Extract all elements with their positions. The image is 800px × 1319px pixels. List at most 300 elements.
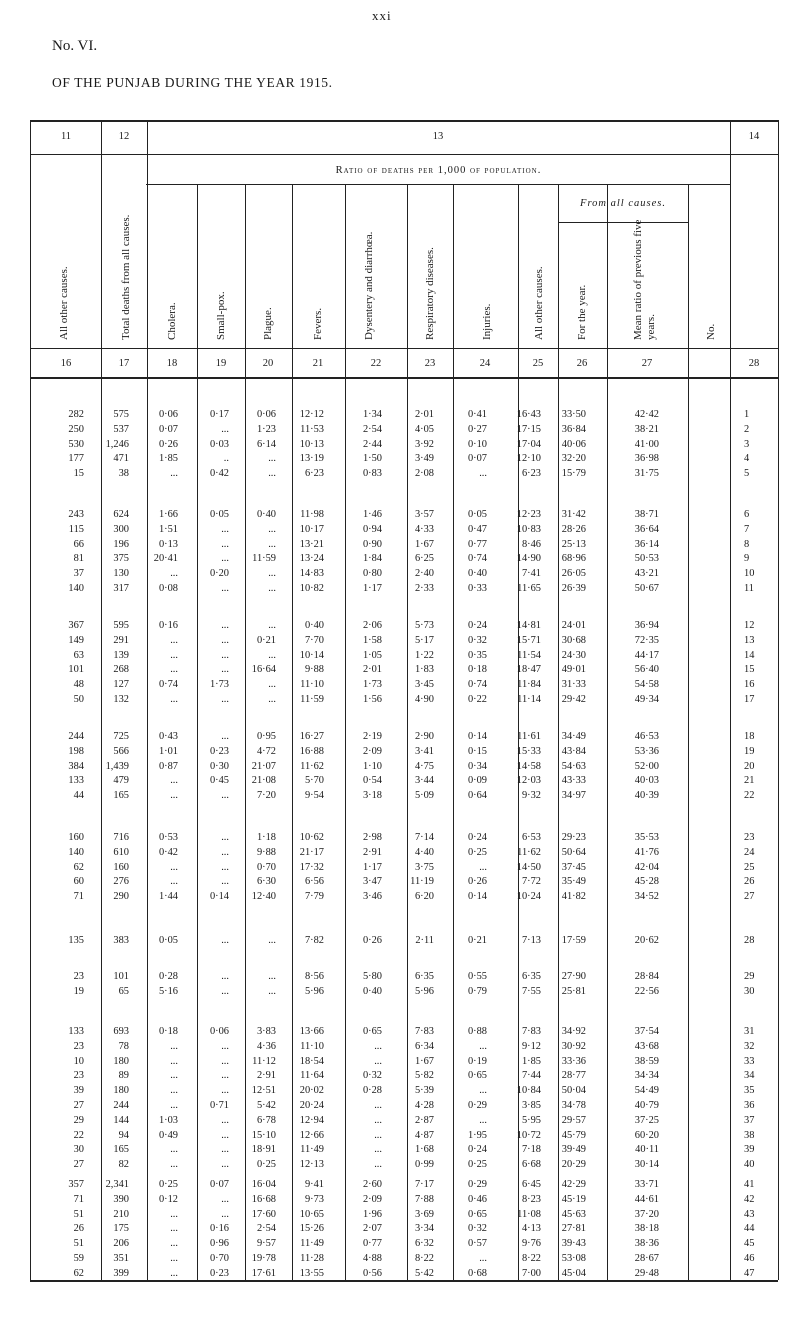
group-number: 14 (748, 131, 760, 142)
table-cell: 33 (744, 1055, 755, 1067)
table-cell: 1·95 (467, 1129, 487, 1141)
table-cell: 5·96 (414, 985, 434, 997)
table-cell: 31 (744, 1026, 755, 1037)
table-cell: 38 (118, 468, 129, 480)
table-cell: 127 (113, 679, 129, 691)
column-rule (607, 184, 608, 1280)
table-cell: 9·32 (521, 790, 541, 802)
table-cell: .. (223, 453, 229, 465)
table-cell: ... (221, 423, 229, 435)
table-cell: 7·72 (521, 876, 541, 888)
table-cell: 7·44 (521, 1070, 541, 1082)
table-cell: 0·65 (362, 1026, 382, 1037)
column-header: Dysentery and diarrhœa. (363, 231, 375, 340)
table-cell: 29·48 (634, 1267, 659, 1279)
table-cell: 0·13 (158, 538, 178, 550)
column-number: 26 (576, 358, 588, 369)
table-cell: 13·21 (299, 538, 324, 550)
table-cell: 89 (118, 1070, 129, 1082)
table-cell: 0·71 (209, 1100, 229, 1111)
table-cell: 6·14 (256, 438, 276, 450)
table-cell: 7·18 (521, 1144, 541, 1156)
table-cell: 43·33 (561, 775, 586, 787)
table-cell: 6 (744, 509, 750, 520)
table-cell: 2·06 (362, 620, 382, 631)
table-cell: 2·33 (414, 583, 434, 594)
table-cell: ... (221, 620, 229, 631)
table-cell: 0·06 (209, 1026, 229, 1037)
table-cell: ... (268, 649, 276, 661)
table-cell: 30 (73, 1144, 84, 1156)
table-cell: 0·05 (209, 509, 229, 520)
table-cell: 51 (73, 1208, 84, 1220)
table-cell: 6·25 (414, 553, 434, 565)
column-number: 25 (532, 358, 544, 369)
table-cell: 6·35 (414, 971, 434, 982)
table-cell: ... (479, 468, 487, 480)
table-cell: 16·04 (251, 1179, 276, 1190)
table-cell: 0·99 (414, 1159, 434, 1171)
table-cell: 54·49 (634, 1085, 659, 1097)
table-cell: 177 (68, 453, 84, 465)
table-cell: 51 (73, 1238, 84, 1250)
table-cell: 40·11 (635, 1144, 659, 1156)
column-rule (147, 120, 148, 1280)
table-cell: ... (221, 694, 229, 705)
table-cell: 566 (113, 745, 129, 757)
table-cell: 1 (744, 409, 750, 420)
table-cell: 7·13 (521, 935, 541, 946)
table-cell: 46·53 (634, 731, 659, 742)
group-number: 12 (118, 131, 130, 142)
column-number: 27 (641, 358, 653, 369)
table-cell: 0·09 (467, 775, 487, 787)
table-cell: ... (374, 1100, 382, 1111)
table-cell: 133 (68, 1026, 84, 1037)
table-cell: 3·92 (414, 438, 434, 450)
table-cell: 22 (744, 790, 755, 802)
table-cell: 56·40 (634, 664, 659, 676)
table-number: No. VI. (52, 38, 98, 54)
table-cell: 160 (113, 861, 129, 873)
table-cell: 39·49 (561, 1144, 586, 1156)
table-cell: 1·58 (362, 634, 382, 646)
table-cell: 0·14 (209, 891, 229, 903)
table-cell: 0·83 (362, 468, 382, 480)
table-cell: 50·04 (561, 1085, 586, 1097)
table-cell: 15·71 (516, 634, 541, 646)
table-cell: ... (221, 832, 229, 843)
table-cell: 6·23 (304, 468, 324, 480)
table-cell: ... (268, 620, 276, 631)
table-cell: 0·06 (256, 409, 276, 420)
table-cell: 34 (744, 1070, 755, 1082)
table-cell: 0·34 (467, 760, 487, 772)
table-cell: 351 (113, 1253, 129, 1264)
table-cell: 10·62 (299, 832, 324, 843)
table-cell: 11 (744, 583, 755, 594)
table-cell: 250 (68, 423, 84, 435)
table-cell: ... (170, 1267, 178, 1279)
table-cell: 1,439 (105, 760, 129, 772)
table-cell: 8·56 (304, 971, 324, 982)
right-border (778, 120, 779, 1280)
table-cell: ... (221, 876, 229, 888)
table-cell: 0·80 (362, 568, 382, 580)
table-cell: 0·33 (467, 583, 487, 594)
ratio-header-rule (146, 184, 730, 185)
table-cell: 72·35 (634, 634, 659, 646)
table-cell: 2 (744, 423, 750, 435)
table-cell: 49·01 (561, 664, 586, 676)
table-cell: 23 (73, 971, 84, 982)
table-cell: 0·42 (209, 468, 229, 480)
table-cell: 8·22 (521, 1253, 541, 1264)
table-cell: 3·46 (362, 891, 382, 903)
table-cell: 17·61 (251, 1267, 276, 1279)
table-cell: 39 (73, 1085, 84, 1097)
statistics-table (30, 120, 778, 1282)
table-cell: 180 (113, 1055, 129, 1067)
table-cell: ... (221, 523, 229, 535)
table-cell: 7·14 (414, 832, 434, 843)
table-cell: 6·23 (521, 468, 541, 480)
table-cell: 27 (744, 891, 755, 903)
table-cell: 0·77 (467, 538, 487, 550)
column-number: 19 (215, 358, 227, 369)
table-cell: ... (374, 1055, 382, 1067)
column-rule (345, 184, 346, 1280)
table-cell: 14·83 (299, 568, 324, 580)
table-cell: 3·49 (414, 453, 434, 465)
table-cell: 1·96 (362, 1208, 382, 1220)
table-cell: 11·61 (517, 731, 541, 742)
table-cell: ... (268, 935, 276, 946)
table-cell: 0·06 (158, 409, 178, 420)
column-header: Respiratory diseases. (424, 247, 436, 340)
table-cell: 9·88 (256, 846, 276, 858)
table-cell: 3·41 (414, 745, 434, 757)
table-cell: 11·10 (300, 679, 324, 691)
column-header: Mean ratio of previous five years. (632, 219, 657, 340)
table-cell: 14·50 (516, 861, 541, 873)
table-cell: 0·22 (467, 694, 487, 705)
table-cell: 36·98 (634, 453, 659, 465)
table-cell: ... (374, 1114, 382, 1126)
table-cell: 36·84 (561, 423, 586, 435)
table-cell: 2·09 (362, 1193, 382, 1205)
table-cell: 4·90 (414, 694, 434, 705)
table-cell: 9·76 (521, 1238, 541, 1250)
table-cell: 17·59 (561, 935, 586, 946)
table-cell: 4·05 (414, 423, 434, 435)
table-cell: 28·67 (634, 1253, 659, 1264)
table-cell: 39·43 (561, 1238, 586, 1250)
table-cell: 26·39 (561, 583, 586, 594)
table-cell: 15 (73, 468, 84, 480)
table-cell: 12 (744, 620, 755, 631)
table-cell: 1·85 (521, 1055, 541, 1067)
table-cell: 2·54 (256, 1223, 276, 1235)
table-cell: 11·98 (300, 509, 324, 520)
table-cell: 4·75 (414, 760, 434, 772)
table-cell: 31·33 (561, 679, 586, 691)
table-cell: 5·42 (414, 1267, 434, 1279)
table-cell: 610 (113, 846, 129, 858)
table-cell: ... (221, 634, 229, 646)
table-cell: ... (221, 846, 229, 858)
table-cell: 45·04 (561, 1267, 586, 1279)
ratio-span-header: Ratio of deaths per 1,000 of population. (335, 165, 542, 176)
column-number: 21 (312, 358, 324, 369)
table-cell: 50 (73, 694, 84, 705)
table-cell: 132 (113, 694, 129, 705)
table-cell: 7·55 (521, 985, 541, 997)
table-cell: 4·72 (256, 745, 276, 757)
table-cell: 22 (73, 1129, 84, 1141)
table-cell: 36·14 (634, 538, 659, 550)
table-cell: 0·16 (209, 1223, 229, 1235)
table-cell: ... (170, 1040, 178, 1052)
table-cell: 243 (68, 509, 84, 520)
table-cell: ... (170, 1055, 178, 1067)
table-cell: 38·21 (634, 423, 659, 435)
table-cell: ... (170, 876, 178, 888)
table-cell: 28 (744, 935, 755, 946)
table-cell: 71 (73, 1193, 84, 1205)
table-cell: 38·71 (634, 509, 659, 520)
table-cell: 0·30 (209, 760, 229, 772)
table-cell: 29·42 (561, 694, 586, 705)
table-cell: 196 (113, 538, 129, 550)
table-cell: 44·61 (634, 1193, 659, 1205)
table-cell: 0·79 (467, 985, 487, 997)
column-header: Fevers. (312, 307, 324, 340)
column-number: 16 (60, 358, 72, 369)
table-cell: 165 (113, 1144, 129, 1156)
table-cell: 0·49 (158, 1129, 178, 1141)
column-header: Injuries. (481, 303, 493, 340)
table-cell: 3·57 (414, 509, 434, 520)
table-cell: 0·40 (304, 620, 324, 631)
table-cell: 10·84 (516, 1085, 541, 1097)
table-cell: 41·82 (561, 891, 586, 903)
table-cell: 17 (744, 694, 755, 705)
table-cell: 22·56 (634, 985, 659, 997)
table-cell: 34·52 (634, 891, 659, 903)
table-cell: 1·23 (256, 423, 276, 435)
table-cell: 12·23 (516, 509, 541, 520)
table-cell: 6·20 (414, 891, 434, 903)
table-cell: 0·74 (467, 553, 487, 565)
table-cell: 8·22 (414, 1253, 434, 1264)
table-cell: 29 (73, 1114, 84, 1126)
table-cell: 0·27 (467, 423, 487, 435)
table-cell: 5·39 (414, 1085, 434, 1097)
table-cell: 5·95 (521, 1114, 541, 1126)
table-cell: 1·84 (362, 553, 382, 565)
table-cell: ... (170, 634, 178, 646)
table-cell: ... (170, 1100, 178, 1111)
table-cell: 291 (113, 634, 129, 646)
table-cell: 48 (73, 679, 84, 691)
table-cell: ... (170, 861, 178, 873)
table-cell: 34·78 (561, 1100, 586, 1111)
table-cell: 0·23 (209, 745, 229, 757)
table-cell: ... (221, 1208, 229, 1220)
table-cell: 7·00 (521, 1267, 541, 1279)
table-cell: ... (170, 1070, 178, 1082)
table-cell: 0·18 (467, 664, 487, 676)
table-cell: 1·03 (158, 1114, 178, 1126)
table-cell: 11·12 (252, 1055, 276, 1067)
table-cell: ... (221, 971, 229, 982)
table-cell: 14·90 (516, 553, 541, 565)
table-cell: ... (221, 935, 229, 946)
table-cell: 59 (73, 1253, 84, 1264)
table-cell: 42·04 (634, 861, 659, 873)
table-cell: 530 (68, 438, 84, 450)
table-cell: 0·43 (158, 731, 178, 742)
column-rule (688, 184, 689, 1280)
table-cell: ... (268, 679, 276, 691)
table-cell: 1·46 (362, 509, 382, 520)
table-cell: 37·25 (634, 1114, 659, 1126)
table-cell: ... (479, 1085, 487, 1097)
table-cell: 2·87 (414, 1114, 434, 1126)
table-cell: 0·65 (467, 1208, 487, 1220)
table-cell: 33·36 (561, 1055, 586, 1067)
table-cell: 3·18 (362, 790, 382, 802)
table-cell: 0·16 (158, 620, 178, 631)
table-cell: 37 (744, 1114, 755, 1126)
table-cell: 5·96 (304, 985, 324, 997)
table-cell: 45·63 (561, 1208, 586, 1220)
table-cell: 43·21 (634, 568, 659, 580)
table-cell: 1·83 (414, 664, 434, 676)
table-cell: ... (221, 1055, 229, 1067)
table-cell: 9·57 (256, 1238, 276, 1250)
column-rule (730, 120, 731, 1280)
table-cell: 3·69 (414, 1208, 434, 1220)
table-cell: 23 (73, 1040, 84, 1052)
table-cell: 1·34 (362, 409, 382, 420)
table-cell: 28·26 (561, 523, 586, 535)
table-cell: 2·98 (362, 832, 382, 843)
table-cell: 37 (73, 568, 84, 580)
table-cell: 135 (68, 935, 84, 946)
table-cell: ... (221, 1193, 229, 1205)
table-cell: 5·17 (414, 634, 434, 646)
table-cell: 537 (113, 423, 129, 435)
table-cell: 9·41 (304, 1179, 324, 1190)
table-cell: 81 (73, 553, 84, 565)
table-cell: 0·53 (158, 832, 178, 843)
table-cell: ... (268, 971, 276, 982)
table-cell: 8·46 (521, 538, 541, 550)
table-cell: ... (374, 1144, 382, 1156)
column-number: 23 (424, 358, 436, 369)
table-cell: 11·54 (517, 649, 541, 661)
table-cell: ... (479, 1114, 487, 1126)
column-header: No. (705, 323, 717, 340)
table-cell: ... (374, 1040, 382, 1052)
table-cell: ... (170, 664, 178, 676)
table-cell: 0·03 (209, 438, 229, 450)
table-cell: 4·40 (414, 846, 434, 858)
table-cell: 0·77 (362, 1238, 382, 1250)
table-cell: 60 (73, 876, 84, 888)
table-cell: 20·62 (634, 935, 659, 946)
table-cell: 0·18 (158, 1026, 178, 1037)
table-cell: 45·79 (561, 1129, 586, 1141)
table-cell: 30·92 (561, 1040, 586, 1052)
table-cell: 12·51 (251, 1085, 276, 1097)
group-number-rule (30, 154, 778, 155)
table-cell: 0·08 (158, 583, 178, 594)
table-cell: 7·88 (414, 1193, 434, 1205)
table-cell: 0·70 (209, 1253, 229, 1264)
table-cell: 2·40 (414, 568, 434, 580)
table-cell: ... (221, 1085, 229, 1097)
table-cell: 36 (744, 1100, 755, 1111)
table-cell: 24 (744, 846, 755, 858)
table-cell: 0·14 (467, 891, 487, 903)
table-cell: 21·08 (251, 775, 276, 787)
table-cell: 0·24 (467, 620, 487, 631)
table-cell: 140 (68, 583, 84, 594)
table-cell: 23 (73, 1070, 84, 1082)
table-cell: 0·29 (467, 1100, 487, 1111)
table-cell: 12·94 (299, 1114, 324, 1126)
table-cell: ... (268, 453, 276, 465)
table-cell: ... (221, 1070, 229, 1082)
table-cell: 10 (744, 568, 755, 580)
table-cell: 13·19 (299, 453, 324, 465)
table-cell: 7 (744, 523, 750, 535)
table-cell: 32·20 (561, 453, 586, 465)
table-cell: 6·30 (256, 876, 276, 888)
table-cell: 25 (744, 861, 755, 873)
table-cell: 0·57 (467, 1238, 487, 1250)
table-cell: 10·83 (516, 523, 541, 535)
table-cell: ... (221, 1114, 229, 1126)
table-cell: 15·26 (299, 1223, 324, 1235)
table-cell: ... (221, 583, 229, 594)
table-cell: 282 (68, 409, 84, 420)
table-cell: 0·26 (158, 438, 178, 450)
table-cell: 27·90 (561, 971, 586, 982)
table-cell: 6·78 (256, 1114, 276, 1126)
table-cell: ... (374, 1159, 382, 1171)
table-cell: 0·56 (362, 1267, 382, 1279)
table-cell: 9·54 (304, 790, 324, 802)
table-cell: 35·53 (634, 832, 659, 843)
left-border (30, 120, 31, 1280)
table-cell: 7·83 (414, 1026, 434, 1037)
table-cell: 7·82 (304, 935, 324, 946)
table-cell: 35 (744, 1085, 755, 1097)
table-cell: ... (268, 694, 276, 705)
column-number: 20 (262, 358, 274, 369)
table-cell: 2·90 (414, 731, 434, 742)
table-cell: 10·72 (516, 1129, 541, 1141)
table-cell: 2·11 (415, 935, 434, 946)
column-header: All other causes. (533, 266, 545, 340)
table-cell: 1·05 (362, 649, 382, 661)
table-cell: 37·45 (561, 861, 586, 873)
table-cell: 206 (113, 1238, 129, 1250)
